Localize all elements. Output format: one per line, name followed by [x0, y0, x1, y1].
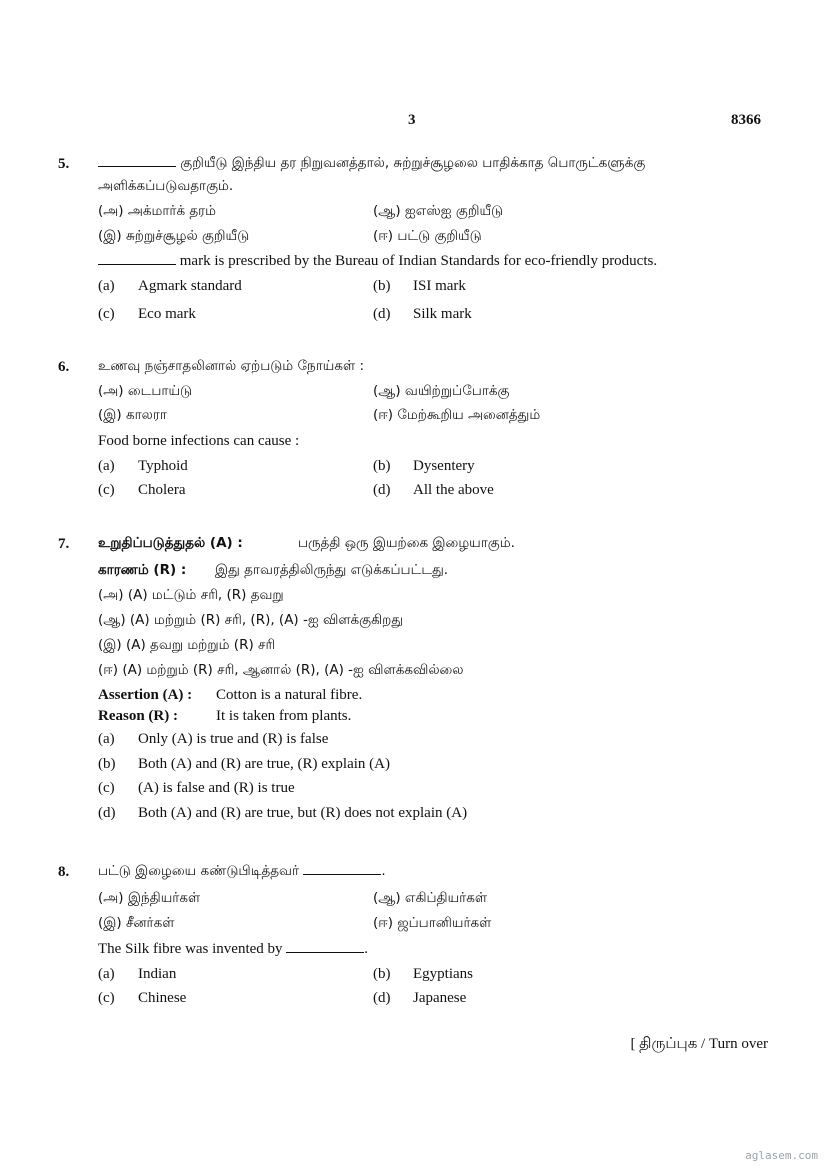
option-label: (c) [98, 990, 115, 1006]
question-number: 7. [58, 536, 70, 552]
option-ta: (ஆ) எகிப்தியர்கள் [373, 890, 488, 906]
option-label: (c) [98, 482, 115, 498]
question-number: 8. [58, 864, 70, 880]
option-ta: (ஈ) பட்டு குறியீடு [373, 228, 482, 244]
question-number: 5. [58, 156, 70, 172]
option-ta: (இ) (A) தவறு மற்றும் (R) சரி [98, 637, 276, 653]
option-text: ISI mark [413, 278, 466, 294]
reason-label-en: Reason (R) : [98, 708, 178, 724]
question-text-ta-line2: அளிக்கப்படுவதாகும். [98, 178, 234, 194]
answer-blank [98, 263, 176, 265]
option-ta: (ஈ) ஜப்பானியர்கள் [373, 915, 492, 931]
option-ta: (இ) சீனர்கள் [98, 915, 175, 931]
paper-code: 8366 [731, 112, 761, 128]
reason-label-ta: காரணம் (R) : [98, 562, 187, 578]
option-ta: (ஈ) மேற்கூறிய அனைத்தும் [373, 407, 541, 423]
option-label: (d) [373, 482, 391, 498]
option-label: (c) [98, 306, 115, 322]
option-label: (c) [98, 780, 115, 796]
reason-text-ta: இது தாவரத்திலிருந்து எடுக்கப்பட்டது. [215, 562, 449, 578]
option-text: Dysentery [413, 458, 475, 474]
watermark: aglasem.com [745, 1149, 818, 1162]
option-label: (b) [98, 756, 116, 772]
option-ta: (ஆ) (A) மற்றும் (R) சரி, (R), (A) -ஐ விளக்குகிறது [98, 612, 404, 628]
option-text: Egyptians [413, 966, 473, 982]
question-text-ta: குறியீடு இந்திய தர நிறுவனத்தால், சுற்றுச்சூழலை பாதிக்காத பொருட்களுக்கு [98, 157, 645, 171]
option-ta: (அ) அக்மார்க் தரம் [98, 203, 217, 219]
option-text: Typhoid [138, 458, 188, 474]
option-label: (d) [373, 990, 391, 1006]
option-text: All the above [413, 482, 494, 498]
option-ta: (ஆ) ஐஎஸ்ஐ குறியீடு [373, 203, 504, 219]
option-text: Indian [138, 966, 177, 982]
question-text-en: The Silk fibre was invented by . [98, 941, 369, 957]
option-label: (a) [98, 966, 115, 982]
question-text-en: mark is prescribed by the Bureau of Indian Standards for eco-friendly products. [98, 254, 657, 269]
option-ta: (அ) டைபாய்டு [98, 383, 193, 399]
turn-over-note: [ திருப்புக / Turn over [630, 1036, 768, 1052]
option-text: (A) is false and (R) is true [138, 780, 295, 796]
option-ta: (அ) (A) மட்டும் சரி, (R) தவறு [98, 587, 284, 603]
option-label: (a) [98, 278, 115, 294]
option-ta: (அ) இந்தியர்கள் [98, 890, 201, 906]
option-ta: (ஈ) (A) மற்றும் (R) சரி, ஆனால் (R), (A) -ஐ விளக்கவில்லை [98, 662, 464, 678]
option-ta: (ஆ) வயிற்றுப்போக்கு [373, 383, 510, 399]
option-label: (d) [98, 805, 116, 821]
option-text: Eco mark [138, 306, 196, 322]
answer-blank [303, 873, 381, 875]
option-text: Both (A) and (R) are true, but (R) does not explain (A) [138, 805, 468, 821]
reason-text-en: It is taken from plants. [216, 708, 352, 724]
question-text-ta: உணவு நஞ்சாதலினால் ஏற்படும் நோய்கள் : [98, 358, 364, 374]
option-text: Cholera [138, 482, 186, 498]
answer-blank [286, 951, 364, 953]
option-text: Agmark standard [138, 278, 242, 294]
option-text: Both (A) and (R) are true, (R) explain (A) [138, 756, 390, 772]
assertion-text-ta: பருத்தி ஒரு இயற்கை இழையாகும். [298, 535, 515, 551]
option-ta: (இ) சுற்றுச்சூழல் குறியீடு [98, 228, 250, 244]
option-label: (d) [373, 306, 391, 322]
option-text: Chinese [138, 990, 187, 1006]
option-label: (a) [98, 731, 115, 747]
option-label: (b) [373, 966, 391, 982]
option-text: Silk mark [413, 306, 472, 322]
option-ta: (இ) காலரா [98, 407, 167, 423]
assertion-text-en: Cotton is a natural fibre. [216, 687, 363, 703]
question-number: 6. [58, 359, 70, 375]
option-label: (b) [373, 458, 391, 474]
option-label: (a) [98, 458, 115, 474]
assertion-label-ta: உறுதிப்படுத்துதல் (A) : [98, 535, 243, 551]
question-text-ta: பட்டு இழையை கண்டுபிடித்தவர் . [98, 863, 386, 879]
option-text: Only (A) is true and (R) is false [138, 731, 329, 747]
option-text: Japanese [413, 990, 467, 1006]
option-label: (b) [373, 278, 391, 294]
answer-blank [98, 165, 176, 167]
page-number: 3 [408, 112, 416, 128]
assertion-label-en: Assertion (A) : [98, 687, 193, 703]
question-text-en: Food borne infections can cause : [98, 433, 300, 449]
